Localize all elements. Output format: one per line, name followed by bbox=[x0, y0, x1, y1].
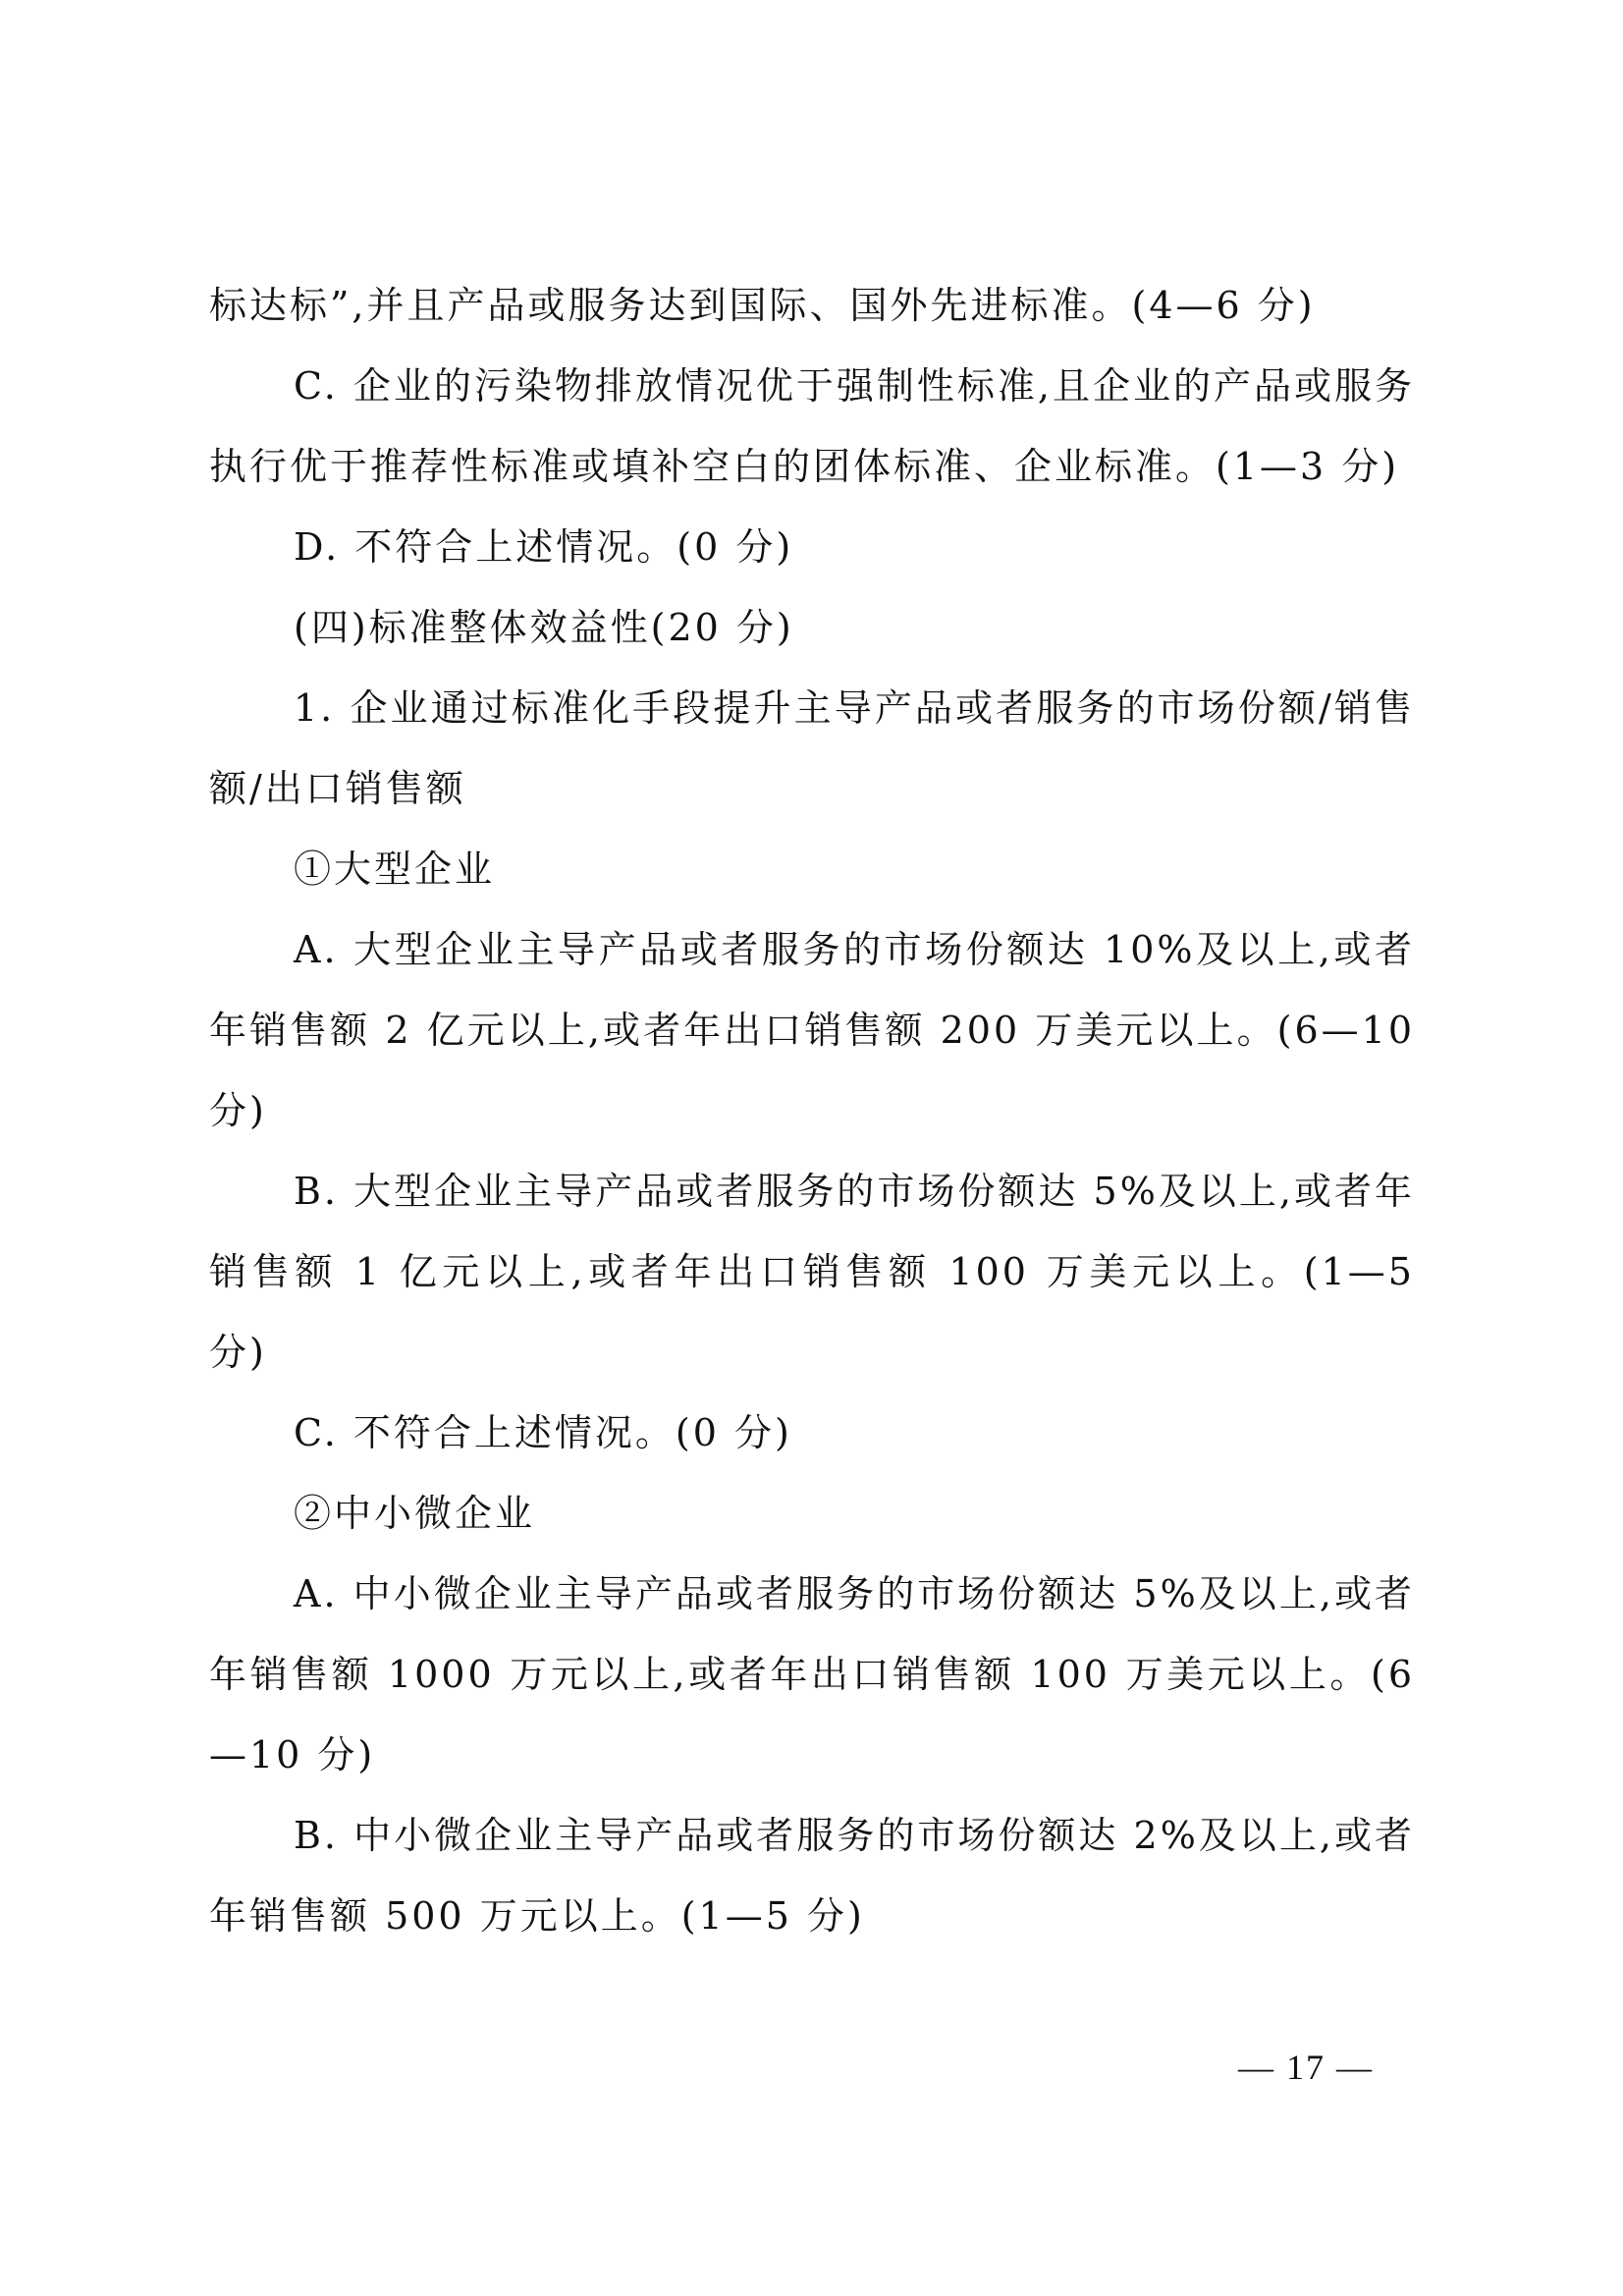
subheading-large-enterprise: ①大型企业 bbox=[294, 847, 496, 891]
paragraph-large-option-a: A. 大型企业主导产品或者服务的市场份额达 10%及以上,或者年销售额 2 亿元以上,或者年出口销售额 200 万美元以上。(6—10 分) bbox=[209, 928, 1415, 1132]
paragraph-sme-option-b: B. 中小微企业主导产品或者服务的市场份额达 2%及以上,或者年销售额 500 万元以上。(1—5 分) bbox=[209, 1814, 1415, 1938]
paragraph-sme-option-a: A. 中小微企业主导产品或者服务的市场份额达 5%及以上,或者年销售额 1000 万元以上,或者年出口销售额 100 万美元以上。(6—10 分) bbox=[209, 1572, 1415, 1777]
paragraph-option-d-none: D. 不符合上述情况。(0 分) bbox=[294, 525, 794, 569]
paragraph-large-option-b: B. 大型企业主导产品或者服务的市场份额达 5%及以上,或者年销售额 1 亿元以上,或者年出口销售额 100 万美元以上。(1—5 分) bbox=[209, 1170, 1415, 1374]
section-heading-overall-benefit: (四)标准整体效益性(20 分) bbox=[294, 606, 794, 649]
body-text bbox=[209, 265, 1415, 1956]
page-number: — 17 — bbox=[1238, 2048, 1374, 2087]
paragraph-large-option-c: C. 不符合上述情况。(0 分) bbox=[294, 1411, 792, 1454]
paragraph-option-c-pollution: C. 企业的污染物排放情况优于强制性标准,且企业的产品或服务执行优于推荐性标准或填补空白的团体标准、企业标准。(1—3 分) bbox=[209, 364, 1415, 488]
paragraph-item-1-market-share: 1. 企业通过标准化手段提升主导产品或者服务的市场份额/销售额/出口销售额 bbox=[209, 686, 1415, 810]
paragraph-score-4-6-continued: 标达标”,并且产品或服务达到国际、国外先进标准。(4—6 分) bbox=[209, 284, 1316, 327]
subheading-small-medium-enterprise: ②中小微企业 bbox=[294, 1492, 536, 1535]
